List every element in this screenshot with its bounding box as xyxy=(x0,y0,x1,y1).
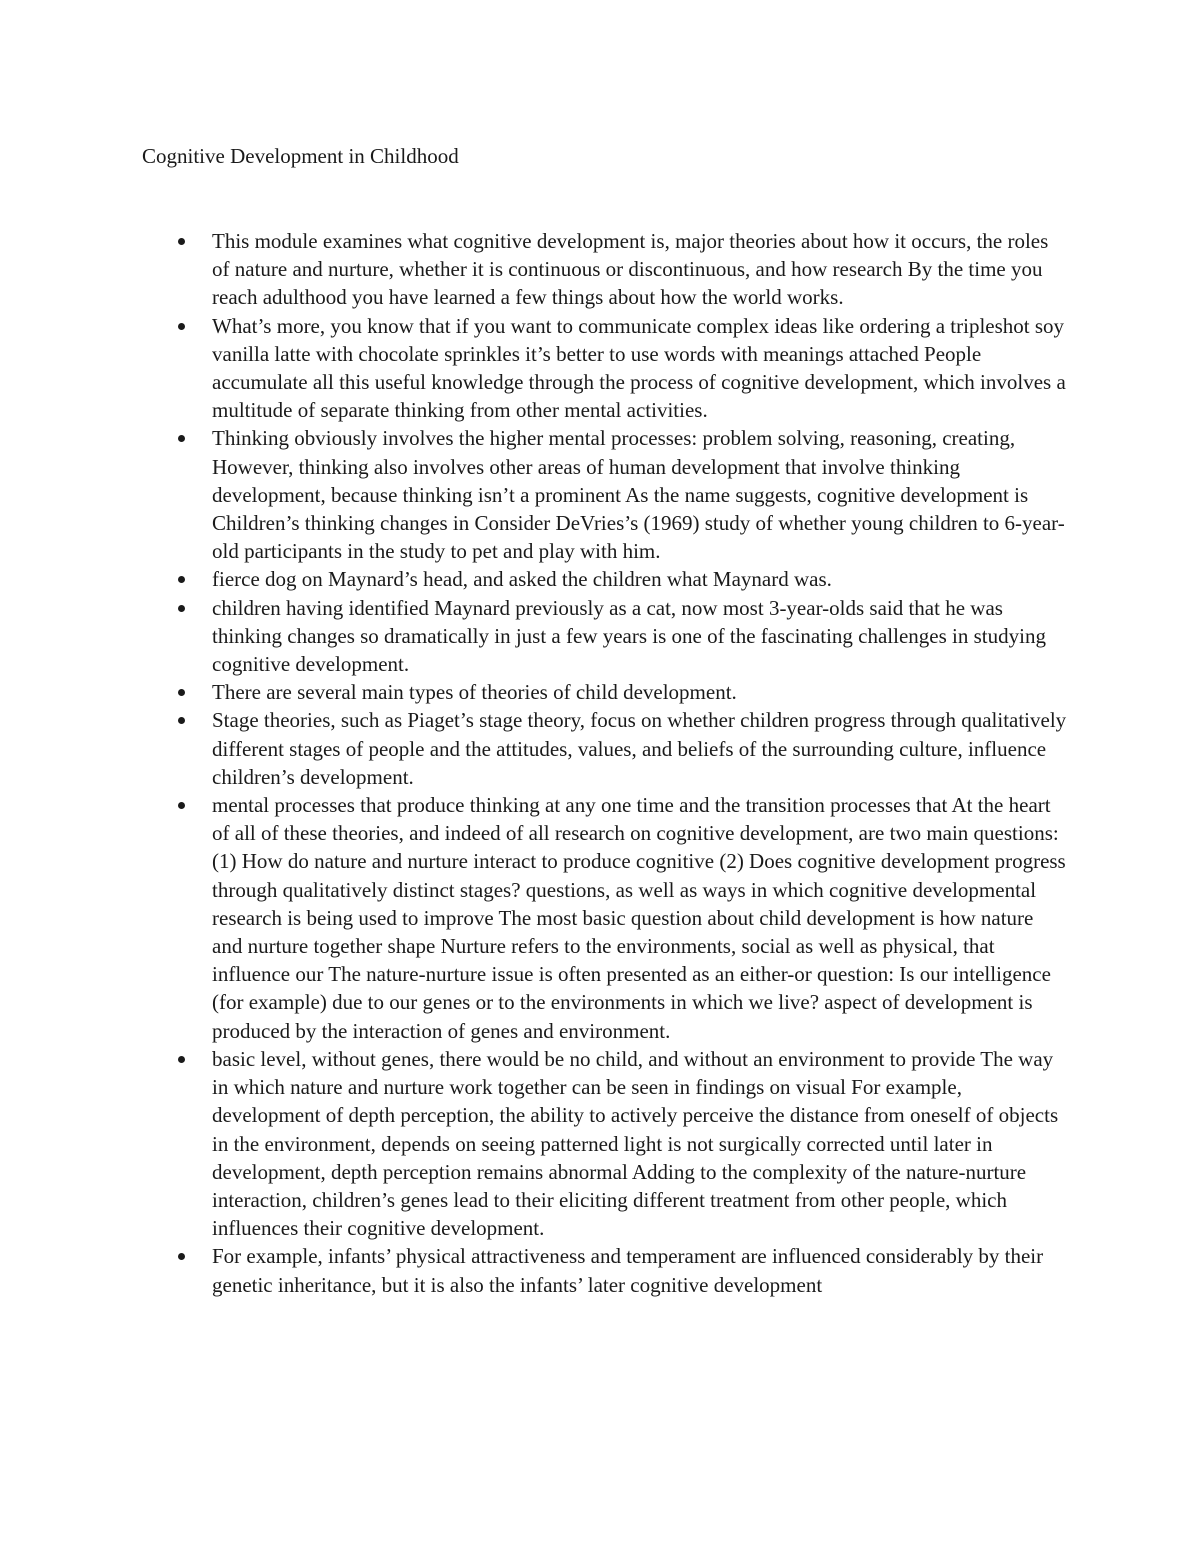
bullet-dot-icon xyxy=(178,1253,185,1260)
bullet-dot-icon xyxy=(178,238,185,245)
bullet-item xyxy=(142,791,1067,1045)
bullet-item xyxy=(142,1242,1067,1298)
bullet-dot-icon xyxy=(178,717,185,724)
bullet-text: basic level, without genes, there would be no child, and without an environment to provide The way in which nature and nurture work together can be seen in findings on visual For example, development of depth perception, the ability to actively perceive the distance from oneself of objects in the environment, depends on seeing patterned light is not surgically corrected until later in development, depth perception remains abnormal Adding to the complexity of the nature-nurture interaction, children’s genes lead to their eliciting different treatment from other people, which influences their cognitive development. xyxy=(212,1046,1059,1241)
bullet-item xyxy=(142,594,1067,679)
bullet-item xyxy=(142,227,1067,312)
bullet-text: Stage theories, such as Piaget’s stage theory, focus on whether children progress through qualitatively different stages of people and the attitudes, values, and beliefs of the surrounding culture, influence children’s development. xyxy=(212,708,1067,789)
bullet-item xyxy=(142,312,1067,425)
bullet-dot-icon xyxy=(178,802,185,809)
bullet-item xyxy=(142,424,1067,565)
bullet-text: For example, infants’ physical attractiveness and temperament are influenced considerably by their genetic inheritance, but it is also the infants’ later cognitive development xyxy=(212,1244,1044,1297)
bullet-item xyxy=(142,678,1067,706)
bullet-text: Thinking obviously involves the higher mental processes: problem solving, reasoning, creating, However, thinking also involves other areas of human development that involve thinking development, because thinking isn’t a prominent As the name suggests, cognitive development is Children’s thinking changes in Consider DeVries’s (1969) study of whether young children to 6-year-old participants in the study to pet and play with him. xyxy=(212,426,1065,564)
bullet-text: This module examines what cognitive development is, major theories about how it occurs, the roles of nature and nurture, whether it is continuous or discontinuous, and how research By the time you reach adulthood you have learned a few things about how the world works. xyxy=(212,229,1049,310)
bullet-item xyxy=(142,565,1067,593)
bullet-dot-icon xyxy=(178,1056,185,1063)
bullet-text: mental processes that produce thinking at any one time and the transition processes that At the heart of all of these theories, and indeed of all research on cognitive development, are two main questions: (1) How do nature and nurture interact to produce cognitive (2) Does cognitive development progress through qualitatively distinct stages? questions, as well as ways in which cognitive developmental research is being used to improve The most basic question about child development is how nature and nurture together shape Nurture refers to the environments, social as well as physical, that influence our The nature-nurture issue is often presented as an either-or question: Is our intelligence (for example) due to our genes or to the environments in which we live? aspect of development is produced by the interaction of genes and environment. xyxy=(212,793,1066,1043)
bullet-text: fierce dog on Maynard’s head, and asked the children what Maynard was. xyxy=(212,567,832,592)
bullet-dot-icon xyxy=(178,689,185,696)
bullet-list xyxy=(142,227,1067,1299)
bullet-text: What’s more, you know that if you want to communicate complex ideas like ordering a tripleshot soy vanilla latte with chocolate sprinkles it’s better to use words with meanings attached People accumulate all this useful knowledge through the process of cognitive development, which involves a multitude of separate thinking from other mental activities. xyxy=(212,313,1066,423)
bullet-dot-icon xyxy=(178,576,185,583)
bullet-dot-icon xyxy=(178,605,185,612)
bullet-item xyxy=(142,1045,1067,1242)
bullet-text: There are several main types of theories of child development. xyxy=(212,680,737,705)
bullet-dot-icon xyxy=(178,323,185,330)
bullet-item xyxy=(142,706,1067,791)
document-title: Cognitive Development in Childhood xyxy=(142,144,459,168)
bullet-text: children having identified Maynard previously as a cat, now most 3-year-olds said that he was thinking changes so dramatically in just a few years is one of the fascinating challenges in studying cognitive development. xyxy=(212,595,1046,677)
bullet-dot-icon xyxy=(178,435,185,442)
